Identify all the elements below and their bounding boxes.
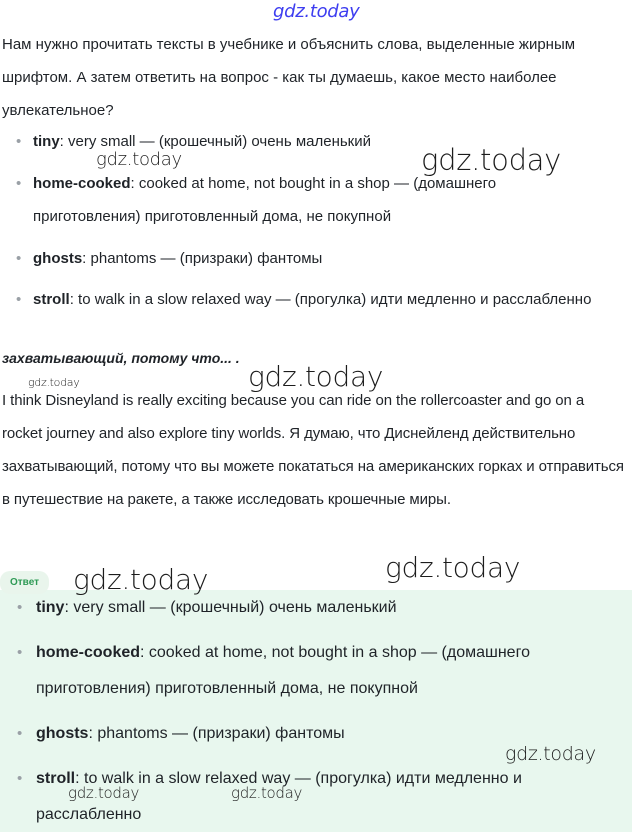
- answer-term: stroll: [36, 770, 76, 787]
- answer-desc: : to walk in a slow relaxed way — (прогулка) идти медленно и расслабленно: [36, 770, 522, 823]
- watermark: gdz.today: [385, 551, 521, 584]
- answer-item: [17, 635, 606, 707]
- bullet-icon: •: [17, 644, 23, 661]
- answer-term: ghosts: [36, 725, 89, 742]
- header-watermark: gdz.today: [273, 1, 360, 22]
- answer-desc: : very small — (крошечный) очень маленький: [64, 599, 397, 616]
- watermark: gdz.today: [68, 784, 140, 802]
- definition-desc: : to walk in a slow relaxed way — (прогулка) идти медленно и расслабленно: [69, 291, 592, 308]
- watermark: gdz.today: [73, 563, 209, 596]
- answer-desc: : cooked at home, not bought in a shop — (домашнего приготовления) приготовленный дома, не покупной: [36, 644, 530, 697]
- bullet-icon: •: [16, 133, 22, 150]
- answer-badge: Ответ: [0, 571, 49, 594]
- watermark: gdz.today: [28, 376, 80, 389]
- definition-term: stroll: [33, 291, 70, 308]
- definition-item: [16, 242, 593, 275]
- definition-desc: : cooked at home, not bought in a shop — (домашнего приготовления) приготовленный дома, не покупной: [33, 175, 497, 225]
- answer-desc: : phantoms — (призраки) фантомы: [88, 725, 345, 742]
- opinion-text: I think Disneyland is really exciting because you can ride on the rollercoaster and go on a rocket journey and also explore tiny worlds. Я думаю, что Диснейленд действительно захватывающий, потому что вы можете покататься на американских горках и отправиться в путешествие на ракете, а также исследовать крошечные миры.: [2, 392, 624, 508]
- section-subhead: захватывающий, потому что... .: [2, 350, 240, 366]
- definition-term: home-cooked: [33, 175, 131, 192]
- bullet-icon: •: [16, 250, 22, 267]
- definition-item: [16, 283, 593, 316]
- definition-term: ghosts: [33, 250, 83, 267]
- watermark: gdz.today: [421, 143, 562, 177]
- watermark: gdz.today: [231, 784, 303, 802]
- definition-desc: : very small — (крошечный) очень маленький: [59, 133, 371, 150]
- watermark: gdz.today: [505, 743, 596, 765]
- definition-desc: : phantoms — (призраки) фантомы: [82, 250, 323, 267]
- watermark: gdz.today: [96, 149, 182, 170]
- bullet-icon: •: [16, 291, 22, 308]
- answer-term: tiny: [36, 599, 65, 616]
- bullet-icon: •: [17, 725, 23, 742]
- bullet-icon: •: [16, 175, 22, 192]
- task-text: Нам нужно прочитать тексты в учебнике и объяснить слова, выделенные жирным шрифтом. А затем ответить на вопрос - как ты думаешь, какое место наиболее увлекательное?: [2, 36, 576, 119]
- definition-term: tiny: [33, 133, 60, 150]
- bullet-icon: •: [17, 599, 23, 616]
- answer-term: home-cooked: [36, 644, 141, 661]
- bullet-icon: •: [17, 770, 23, 787]
- watermark: gdz.today: [248, 360, 384, 393]
